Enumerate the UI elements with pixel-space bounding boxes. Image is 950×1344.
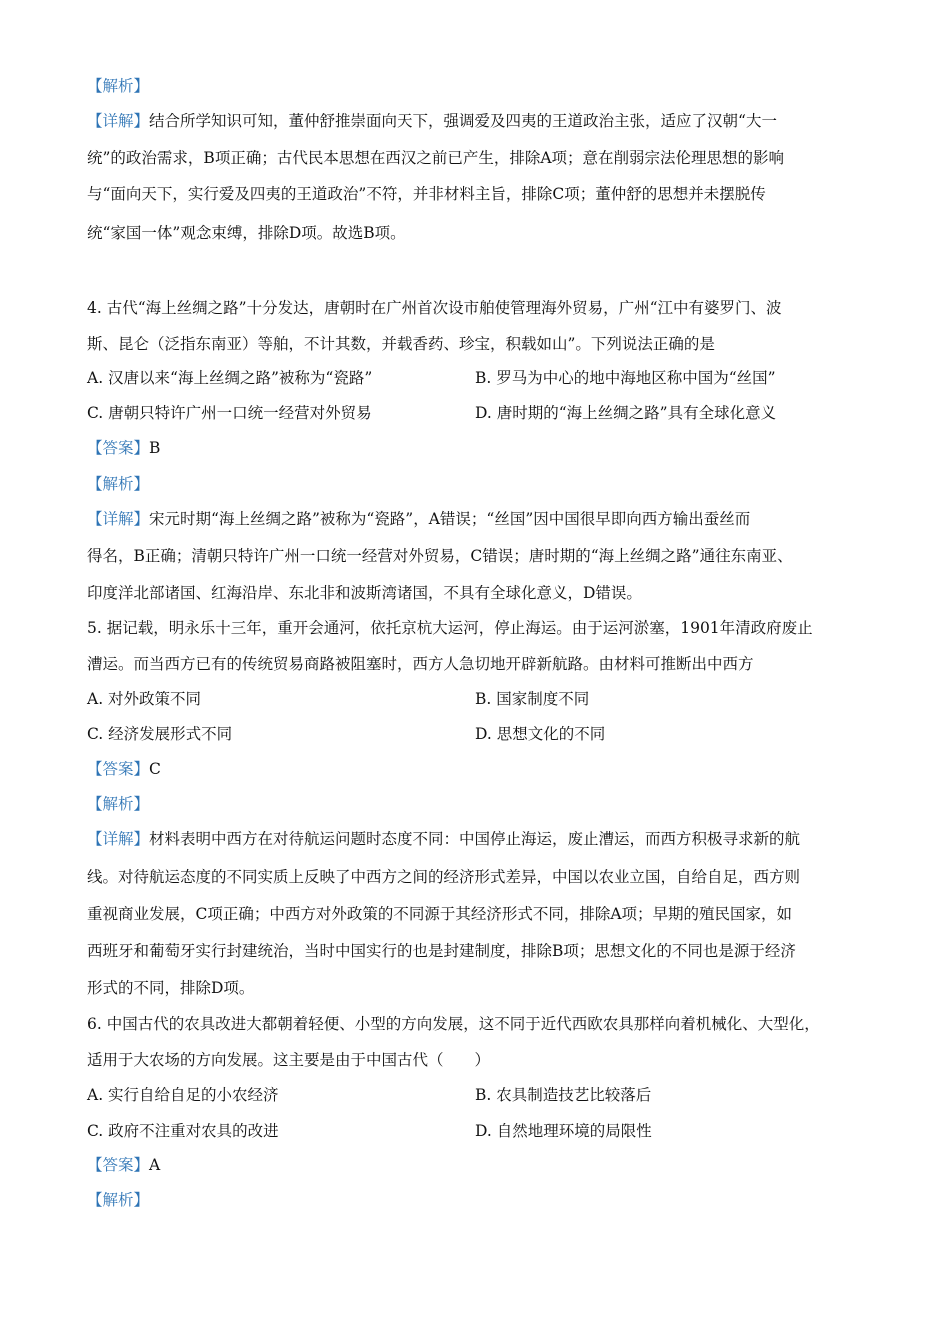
q3-detail-line-2: 统”的政治需求，B项正确；古代民本思想在西汉之前已产生，排除A项；意在削弱宗法伦理思想的影响 [87,149,785,167]
q5-option-b: B. 国家制度不同 [475,690,590,708]
q4-option-d: D. 唐时期的“海上丝绸之路”具有全球化意义 [475,404,777,422]
q3-detail-line-1: 【详解】结合所学知识可知，董仲舒推崇面向天下，强调爱及四夷的王道政治主张，适应了汉朝“大一 [87,112,777,130]
q4-detail-line-2: 得名，B正确；清朝只特许广州一口统一经营对外贸易，C错误；唐时期的“海上丝绸之路”通往东南亚、 [87,547,793,565]
q6-stem-line-2: 适用于大农场的方向发展。这主要是由于中国古代（ ） [87,1051,491,1069]
detail-tag: 【详解】 [87,510,150,528]
q5-detail-line-2: 线。对待航运态度的不同实质上反映了中西方之间的经济形式差异，中国以农业立国，自给自足，西方则 [87,868,801,886]
q5-stem-line-1: 5. 据记载，明永乐十三年，重开会通河，依托京杭大运河，停止海运。由于运河淤塞，1901年清政府废止 [87,619,813,637]
q5-option-c: C. 经济发展形式不同 [87,725,233,743]
analysis-tag: 【解析】 [87,77,150,95]
q4-stem-line-1: 4. 古代“海上丝绸之路”十分发达，唐朝时在广州首次设市舶使管理海外贸易，广州“江中有婆罗门、波 [87,299,782,317]
analysis-tag: 【解析】 [87,795,150,813]
q5-detail-line-3: 重视商业发展，C项正确；中西方对外政策的不同源于其经济形式不同，排除A项；早期的殖民国家，如 [87,905,793,923]
q5-detail-line-5: 形式的不同，排除D项。 [87,979,255,997]
q6-answer: 【答案】A [87,1156,161,1174]
analysis-tag: 【解析】 [87,1191,150,1209]
q5-detail-line-4: 西班牙和葡萄牙实行封建统治，当时中国实行的也是封建制度，排除B项；思想文化的不同也是源于经济 [87,942,796,960]
q5-answer: 【答案】C [87,760,161,778]
q6-option-c: C. 政府不注重对农具的改进 [87,1122,279,1140]
detail-tag: 【详解】 [87,830,150,848]
q4-detail-line-1: 【详解】宋元时期“海上丝绸之路”被称为“瓷路”，A错误；“丝国”因中国很早即向西方输出蚕丝而 [87,510,751,528]
q5-option-a: A. 对外政策不同 [87,690,202,708]
q4-detail-line-3: 印度洋北部诸国、红海沿岸、东北非和波斯湾诸国，不具有全球化意义，D错误。 [87,584,642,602]
q3-detail-line-4: 统“家国一体”观念束缚，排除D项。故选B项。 [87,224,406,242]
q3-detail-line-3: 与“面向天下，实行爱及四夷的王道政治”不符，并非材料主旨，排除C项；董仲舒的思想并未摆脱传 [87,185,766,203]
q4-option-b: B. 罗马为中心的地中海地区称中国为“丝国” [475,369,776,387]
q6-option-a: A. 实行自给自足的小农经济 [87,1086,279,1104]
q6-option-b: B. 农具制造技艺比较落后 [475,1086,652,1104]
detail-tag: 【详解】 [87,112,150,130]
q5-detail-line-1: 【详解】材料表明中西方在对待航运问题时态度不同：中国停止海运，废止漕运，而西方积极寻求新的航 [87,830,801,848]
q5-stem-line-2: 漕运。而当西方已有的传统贸易商路被阻塞时，西方人急切地开辟新航路。由材料可推断出中西方 [87,655,754,673]
q4-stem-line-2: 斯、昆仑（泛指东南亚）等舶，不计其数，并载香药、珍宝，积载如山”。下列说法正确的是 [87,335,715,353]
answer-tag: 【答案】 [87,1156,150,1174]
q6-option-d: D. 自然地理环境的局限性 [475,1122,652,1140]
q4-option-a: A. 汉唐以来“海上丝绸之路”被称为“瓷路” [87,369,373,387]
q5-option-d: D. 思想文化的不同 [475,725,606,743]
answer-tag: 【答案】 [87,439,150,457]
q4-answer: 【答案】B [87,439,161,457]
analysis-tag: 【解析】 [87,475,150,493]
q4-option-c: C. 唐朝只特许广州一口统一经营对外贸易 [87,404,372,422]
q6-stem-line-1: 6. 中国古代的农具改进大都朝着轻便、小型的方向发展，这不同于近代西欧农具那样向着机械化、大型化， [87,1015,820,1033]
answer-tag: 【答案】 [87,760,150,778]
